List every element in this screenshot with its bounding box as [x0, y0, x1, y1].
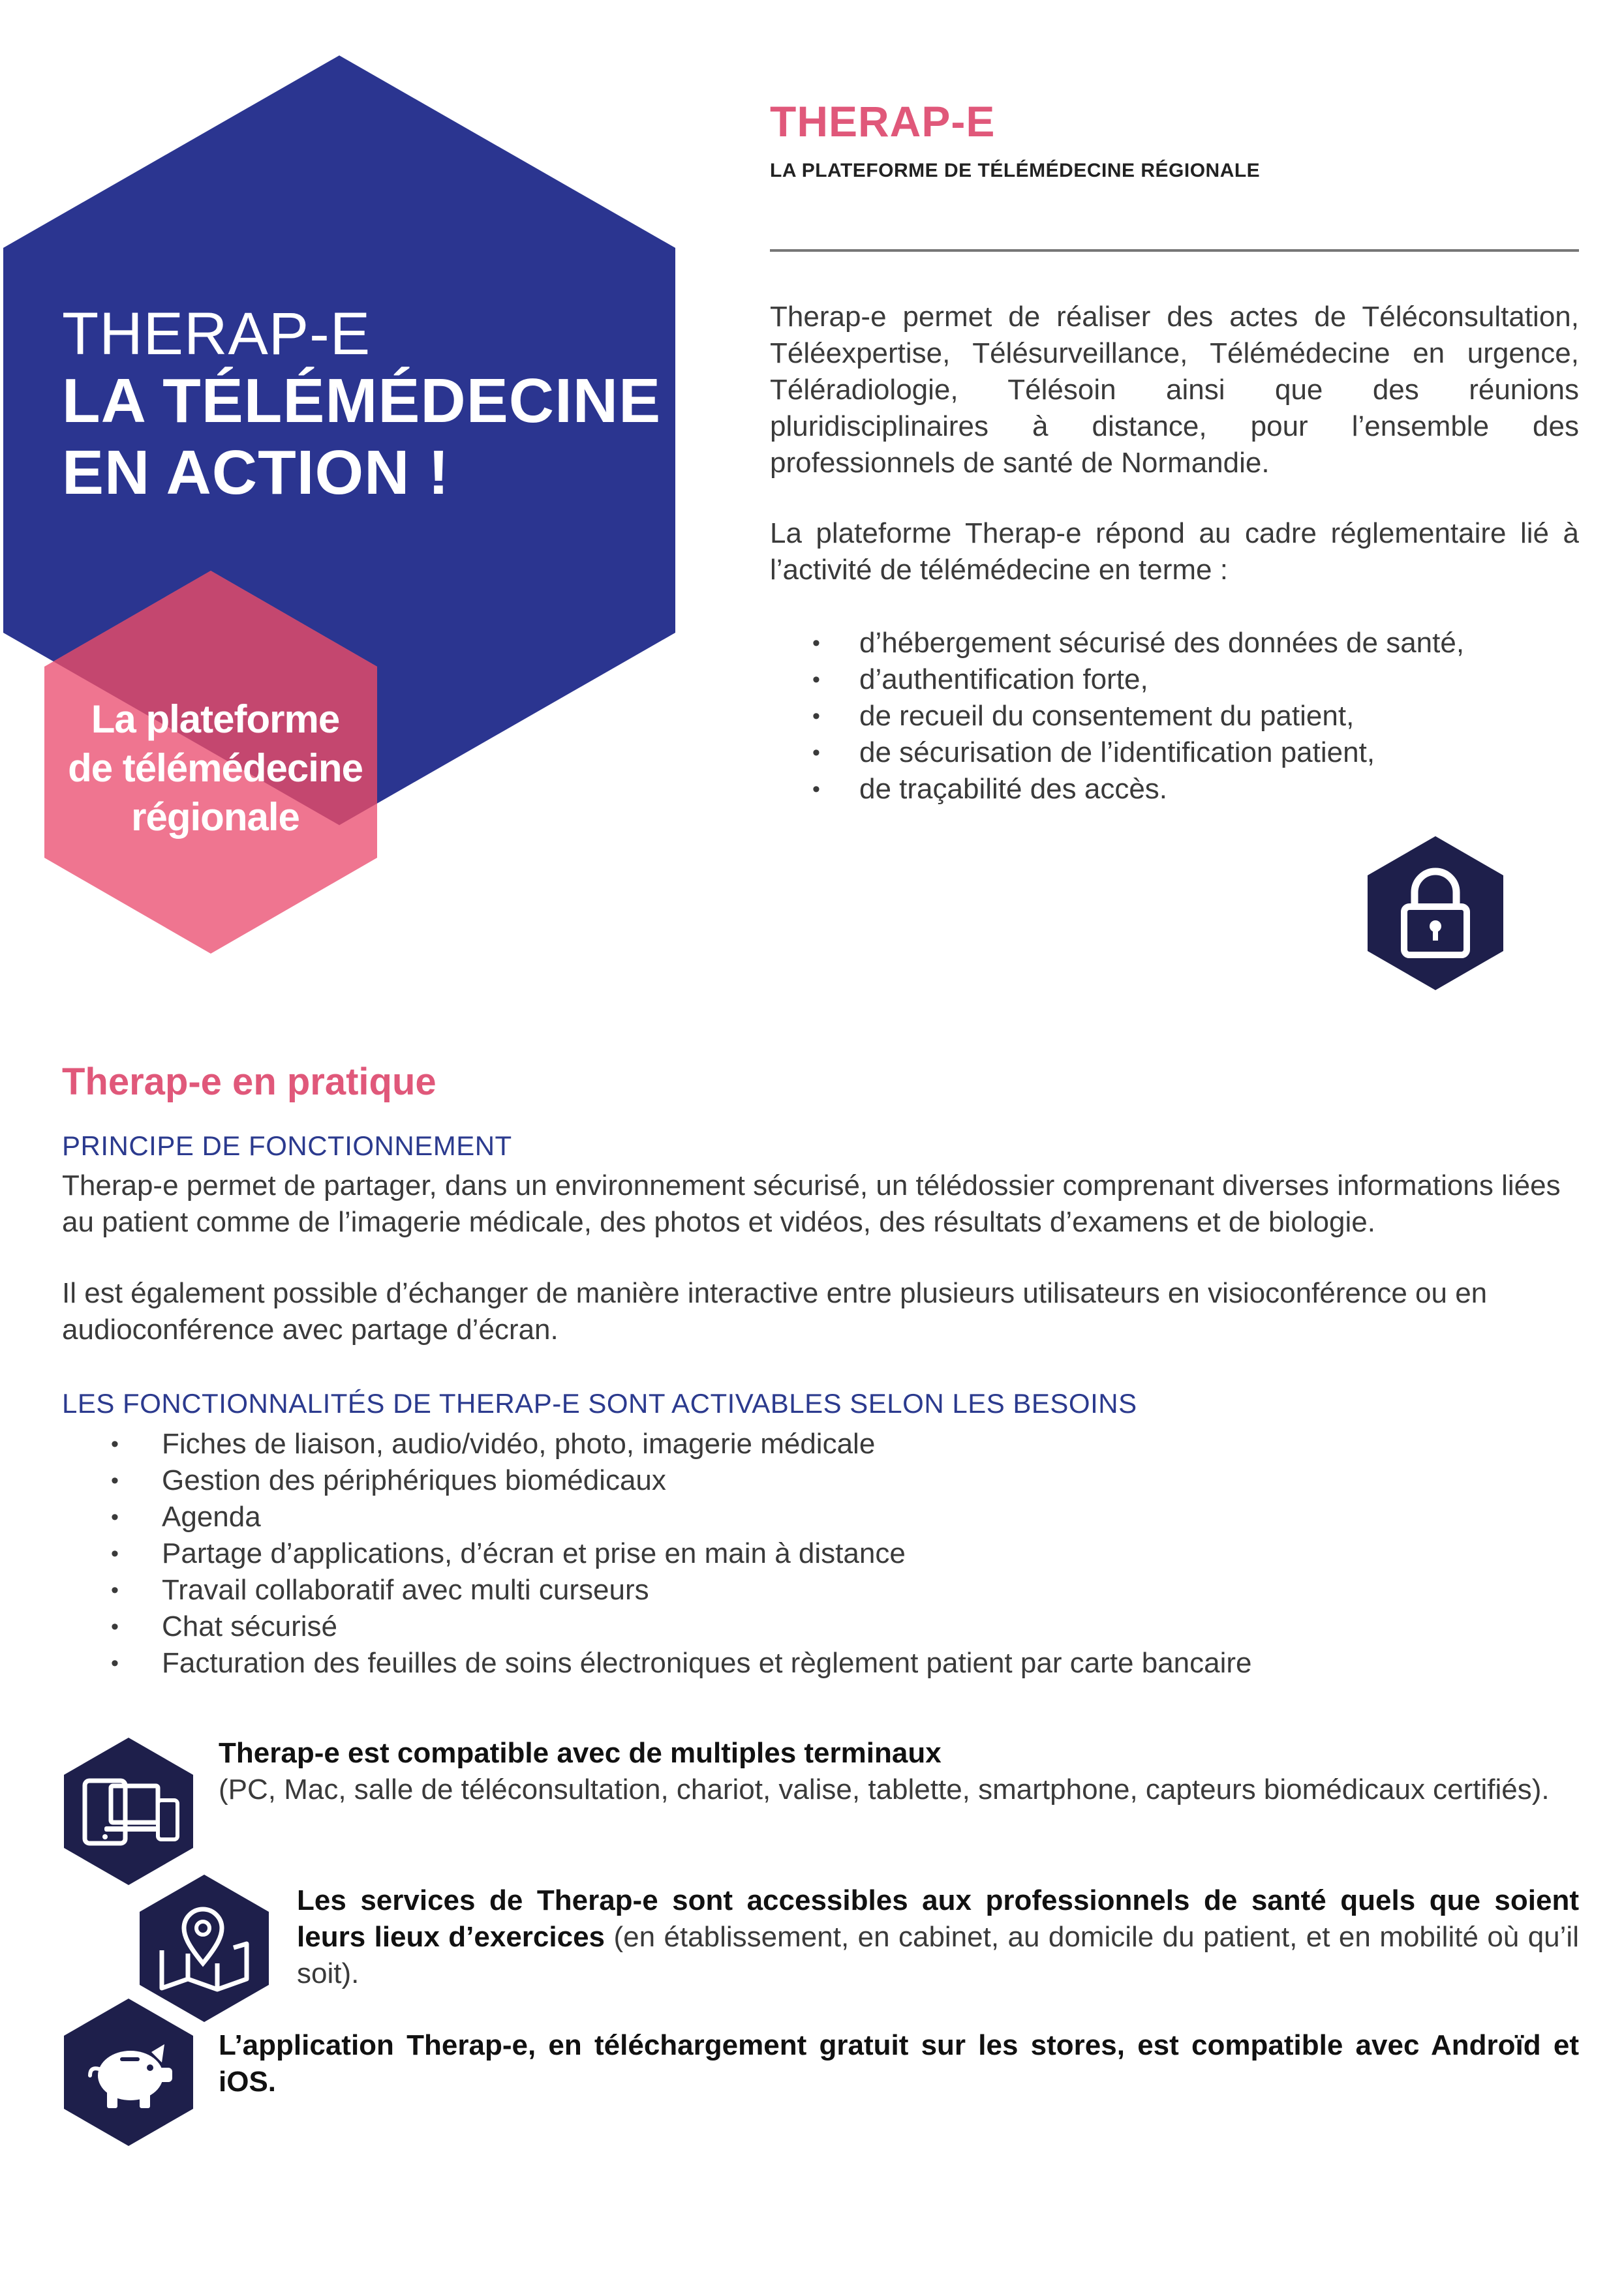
- list-item: • Gestion des périphériques biomédicaux: [111, 1462, 1252, 1499]
- list-item: • d’hébergement sécurisé des données de santé,: [812, 625, 1464, 661]
- tagline-line1: La plateforme: [91, 697, 340, 741]
- list-item: • Facturation des feuilles de soins électroniques et règlement patient par carte bancaire: [111, 1645, 1252, 1682]
- list-item: • Fiches de liaison, audio/vidéo, photo, imagerie médicale: [111, 1426, 1252, 1462]
- principle-heading: PRINCIPE DE FONCTIONNEMENT: [62, 1130, 512, 1161]
- features-heading: LES FONCTIONNALITÉS DE THERAP-E SONT ACTIVABLES SELON LES BESOINS: [62, 1388, 1137, 1419]
- app-block: [219, 2027, 1579, 2100]
- hero-title-line2: EN ACTION !: [62, 438, 450, 507]
- access-text: (en établissement, en cabinet, au domicile du patient, et en mobilité où qu’il soit).: [297, 1921, 1579, 1989]
- section-subtitle: LA PLATEFORME DE TÉLÉMÉDECINE RÉGIONALE: [770, 160, 1261, 181]
- list-item: • d’authentification forte,: [812, 661, 1464, 698]
- principle-paragraph-1: Therap-e permet de partager, dans un environnement sécurisé, un télédossier comprenant diverses informations liées au patient comme de l’imagerie médicale, des photos et vidéos, des résultats d’examens et de biologie.: [62, 1170, 1561, 1238]
- list-item: • de sécurisation de l’identification patient,: [812, 734, 1464, 771]
- features-list: [111, 1426, 1252, 1682]
- access-title: Les services de Therap-e sont accessibles aux professionnels de santé quels que soient leurs lieux d’exercices: [297, 1884, 1579, 1953]
- tagline-line2: de télémédecine: [68, 746, 363, 790]
- lock-icon: [1364, 834, 1507, 993]
- piggy-bank-icon: [60, 1996, 197, 2149]
- compatibility-title: Therap-e est compatible avec de multiples terminaux: [219, 1737, 942, 1769]
- tagline-line3: régionale: [131, 795, 299, 839]
- list-item: • de traçabilité des accès.: [812, 771, 1464, 808]
- regulation-paragraph: La plateforme Therap-e répond au cadre réglementaire lié à l’activité de télémédecine en terme :: [770, 517, 1579, 586]
- principle-paragraph-2: Il est également possible d’échanger de manière interactive entre plusieurs utilisateurs en visioconférence ou en audioconférence avec partage d’écran.: [62, 1277, 1488, 1346]
- devices-icon: [60, 1735, 197, 1888]
- practice-title: Therap-e en pratique: [62, 1061, 437, 1103]
- app-text: L’application Therap-e, en téléchargement gratuit sur les stores, est compatible avec Androïd et iOS.: [219, 2029, 1579, 2098]
- list-item: • Chat sécurisé: [111, 1609, 1252, 1645]
- hero-title-line1: LA TÉLÉMÉDECINE: [62, 366, 662, 436]
- intro-paragraph: Therap-e permet de réaliser des actes de Téléconsultation, Téléexpertise, Télésurveillance, Télémédecine en urgence, Téléradiologie, Télésoin ainsi que des réunions pluridisciplinaires à distance, pour l’ensemble des professionnels de santé de Normandie.: [770, 301, 1579, 479]
- list-item: • Travail collaboratif avec multi curseurs: [111, 1572, 1252, 1609]
- hero-pre-title: THERAP-E: [62, 301, 371, 367]
- divider: [770, 249, 1579, 252]
- list-item: • Agenda: [111, 1499, 1252, 1535]
- compatibility-block: [219, 1735, 1579, 1808]
- section-title: THERAP-E: [770, 97, 996, 145]
- hero-tagline: [39, 695, 391, 841]
- list-item: • Partage d’applications, d’écran et prise en main à distance: [111, 1535, 1252, 1572]
- compatibility-text: (PC, Mac, salle de téléconsultation, chariot, valise, tablette, smartphone, capteurs biomédicaux certifiés).: [219, 1774, 1550, 1805]
- list-item: • de recueil du consentement du patient,: [812, 698, 1464, 734]
- access-block: [297, 1882, 1579, 1992]
- regulation-list: [812, 625, 1464, 808]
